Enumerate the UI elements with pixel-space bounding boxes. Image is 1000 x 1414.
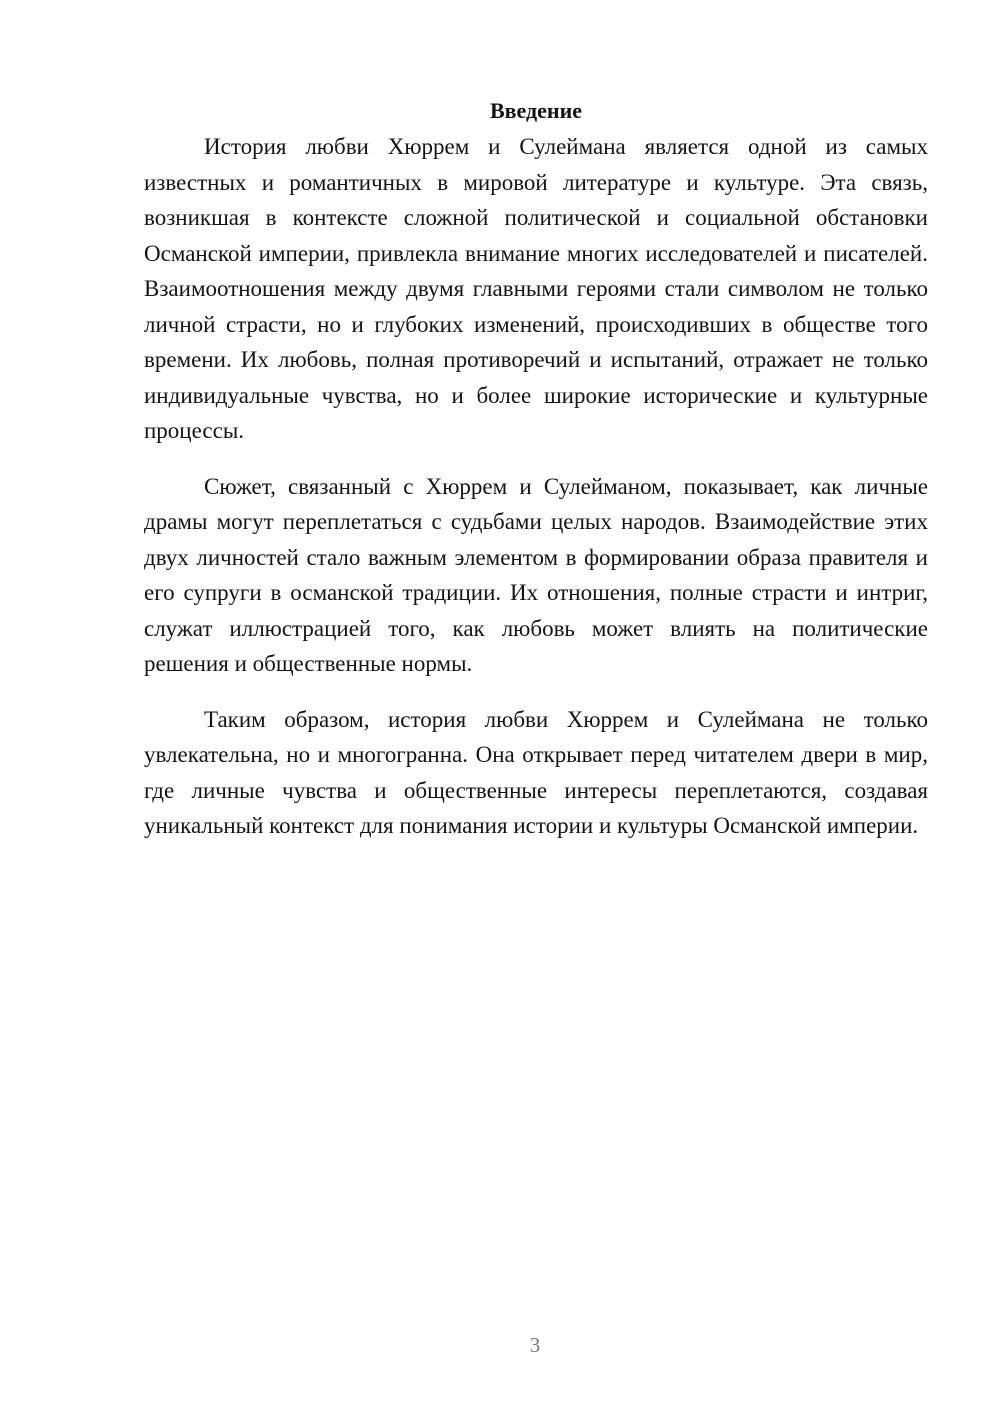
paragraph-2: Сюжет, связанный с Хюррем и Сулейманом, показывает, как личные драмы могут переплетаться с судьбами целых народов. Взаимодействие этих двух личностей стало важным элементом в формировании образа правителя и его супруги в османской традиции. Их отношения, полные страсти и интриг, служат иллюстрацией того, как любовь может влиять на политические решения и общественные нормы. [144, 473, 928, 676]
section-heading: Введение [489, 98, 583, 123]
paragraph-3: Таким образом, история любви Хюррем и Сулеймана не только увлекательна, но и многогранна. Она открывает перед читателем двери в мир, где личные чувства и общественные интересы переплетаются, создавая уникальный контекст для понимания истории и культуры Османской империи. [144, 706, 928, 838]
page-content [144, 96, 928, 864]
page-number: 3 [529, 1333, 541, 1357]
paragraph-1: История любви Хюррем и Сулеймана является одной из самых известных и романтичных в мировой литературе и культуре. Эта связь, возникшая в контексте сложной политической и социальной обстановки Османской империи, привлекла внимание многих исследователей и писателей. Взаимоотношения между двумя главными героями стали символом не только личной страсти, но и глубоких изменений, происходивших в обществе того времени. Их любовь, полная противоречий и испытаний, отражает не только индивидуальные чувства, но и более широкие исторические и культурные процессы. [144, 134, 928, 443]
